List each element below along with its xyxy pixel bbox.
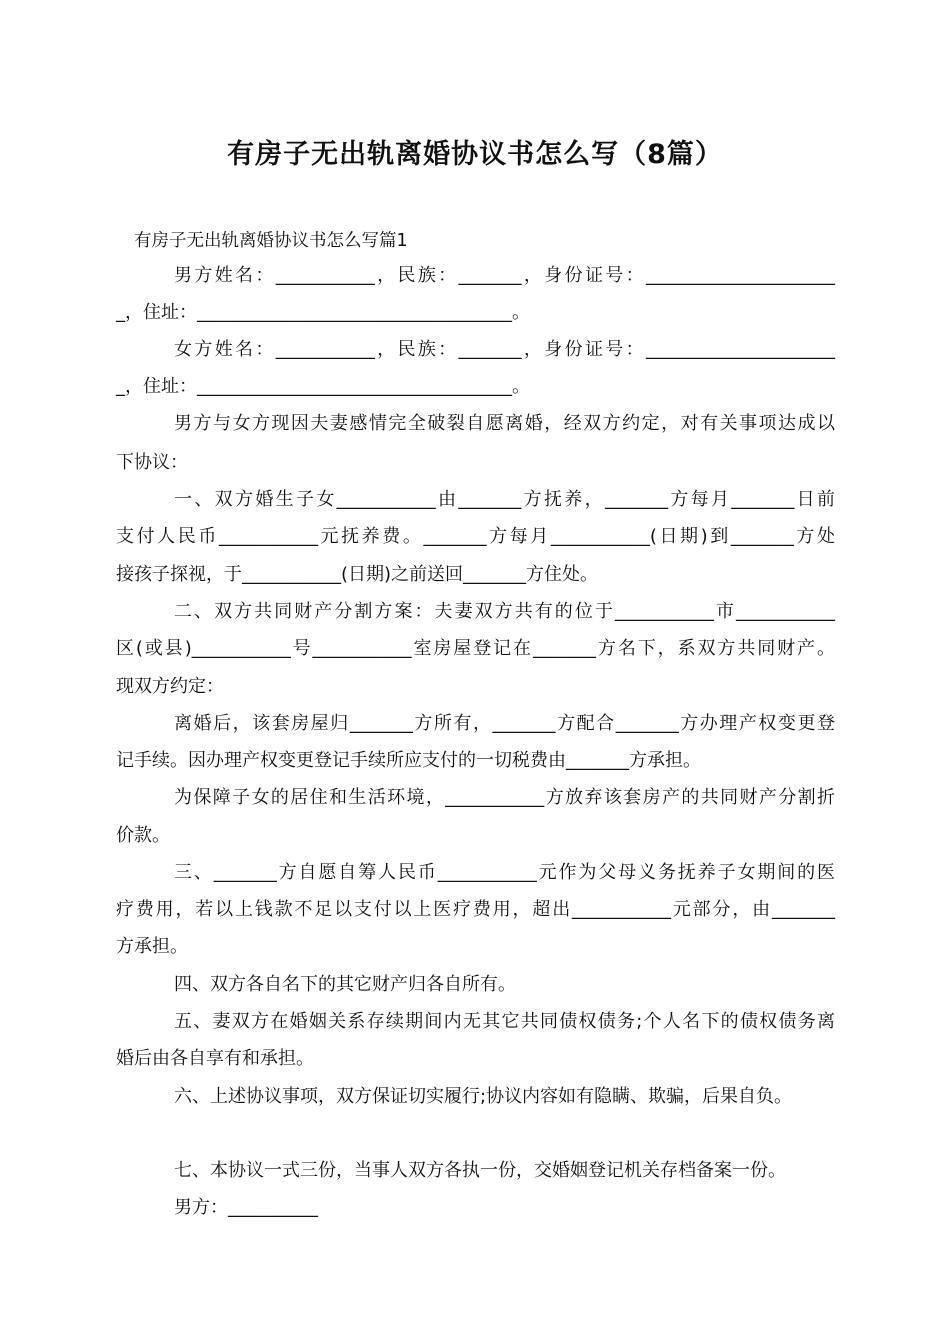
male-signature-line: 男方：__________ xyxy=(174,1197,318,1218)
clause-2-line: 区(或县)___________号___________室房屋登记在_______方名下，系双方共同财产。 xyxy=(116,638,835,659)
clause-7-line: 七、本协议一式三份，当事人双方各执一份，交婚姻登记机关存档备案一份。 xyxy=(174,1160,786,1181)
clause-1-line: 接孩子探视，于___________(日期)之前送回_______方住处。 xyxy=(116,564,599,585)
clause-5-line: 五、妻双方在婚姻关系存续期间内无其它共同债权债务;个人名下的债权债务离 xyxy=(174,1011,835,1032)
section-subtitle: 有房子无出轨离婚协议书怎么写篇1 xyxy=(134,231,408,251)
clause-3-line: 疗费用，若以上钱款不足以支付以上医疗费用，超出___________元部分，由_______ xyxy=(116,899,835,920)
clause-3-line: 三、_______方自愿自筹人民币___________元作为父母义务抚养子女期间的医 xyxy=(174,862,835,883)
clause-2-detail-line: 离婚后，该套房屋归_______方所有，_______方配合_______方办理产权变更登 xyxy=(174,713,835,734)
clause-1-line: 支付人民币___________元抚养费。_______方每月___________(日期)到_______方处 xyxy=(116,526,835,547)
female-address-line: _，住址：___________________________________。 xyxy=(116,376,530,397)
female-info-line: 女方姓名：___________，民族：_______，身份证号：_____________________ xyxy=(174,339,835,360)
clause-2-detail-line: 记手续。因办理产权变更登记手续所应支付的一切税费由_______方承担。 xyxy=(116,750,701,771)
intro-paragraph-line: 男方与女方现因夫妻感情完全破裂自愿离婚，经双方约定，对有关事项达成以 xyxy=(174,413,835,434)
clause-1-line: 一、双方婚生子女___________由_______方抚养，_______方每月_______日前 xyxy=(174,489,835,510)
clause-3-line: 方承担。 xyxy=(116,936,188,957)
clause-2-line: 二、双方共同财产分割方案：夫妻双方共有的位于___________市___________ xyxy=(174,601,835,622)
clause-4-line: 四、双方各自名下的其它财产归各自所有。 xyxy=(174,974,516,995)
clause-6-line: 六、上述协议事项，双方保证切实履行;协议内容如有隐瞒、欺骗，后果自负。 xyxy=(174,1086,793,1107)
clause-5-line: 婚后由各自享有和承担。 xyxy=(116,1048,314,1069)
intro-paragraph-line: 下协议： xyxy=(116,452,188,473)
clause-2-detail-line: 价款。 xyxy=(116,825,170,846)
clause-2-line: 现双方约定： xyxy=(116,676,224,697)
clause-2-detail-line: 为保障子女的居住和生活环境，___________方放弃该套房产的共同财产分割折 xyxy=(174,787,835,808)
male-address-line: _，住址：___________________________________。 xyxy=(116,302,530,323)
document-title: 有房子无出轨离婚协议书怎么写（8篇） xyxy=(227,139,723,170)
male-info-line: 男方姓名：___________，民族：_______，身份证号：_____________________ xyxy=(174,265,835,286)
